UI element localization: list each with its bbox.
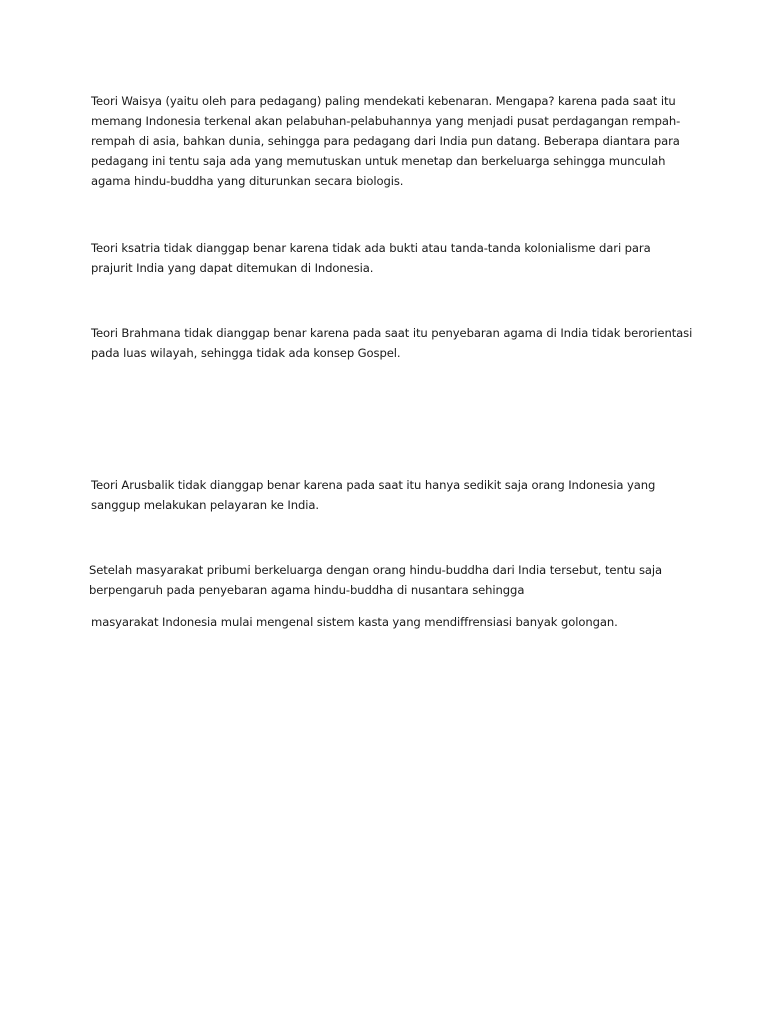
- text-line: Setelah masyarakat pribumi berkeluarga dengan orang hindu-buddha dari India tersebut, tentu saja: [89, 563, 663, 577]
- text-line: masyarakat Indonesia mulai mengenal sistem kasta yang mendiffrensiasi banyak golongan.: [91, 615, 618, 629]
- text-line: Teori Arusbalik tidak dianggap benar karena pada saat itu hanya sedikit saja orang Indonesia yang: [91, 478, 656, 492]
- text-line: pada luas wilayah, sehingga tidak ada konsep Gospel.: [91, 346, 401, 360]
- text-line: agama hindu-buddha yang diturunkan secara biologis.: [91, 174, 404, 188]
- paragraph-teori-waisya: [91, 91, 691, 191]
- text-line: memang Indonesia terkenal akan pelabuhan-pelabuhannya yang menjadi pusat perdagangan rempah-: [91, 114, 681, 128]
- text-line: Teori Brahmana tidak dianggap benar karena pada saat itu penyebaran agama di India tidak berorientasi: [91, 326, 693, 340]
- paragraph-teori-ksatria: [91, 238, 691, 278]
- text-line: prajurit India yang dapat ditemukan di Indonesia.: [91, 261, 374, 275]
- text-line: pedagang ini tentu saja ada yang memutuskan untuk menetap dan berkeluarga sehingga munculah: [91, 154, 666, 168]
- text-line: Teori Waisya (yaitu oleh para pedagang) paling mendekati kebenaran. Mengapa? karena pada saat itu: [91, 94, 676, 108]
- paragraph-setelah-masyarakat: [89, 560, 689, 600]
- paragraph-teori-arusbalik: [91, 475, 691, 515]
- text-line: Teori ksatria tidak dianggap benar karena tidak ada bukti atau tanda-tanda kolonialisme dari para: [91, 241, 651, 255]
- paragraph-sistem-kasta: [91, 612, 691, 632]
- text-line: berpengaruh pada penyebaran agama hindu-buddha di nusantara sehingga: [89, 583, 525, 597]
- text-line: rempah di asia, bahkan dunia, sehingga para pedagang dari India pun datang. Beberapa diantara para: [91, 134, 680, 148]
- text-line: sanggup melakukan pelayaran ke India.: [91, 498, 319, 512]
- paragraph-teori-brahmana: [91, 323, 691, 363]
